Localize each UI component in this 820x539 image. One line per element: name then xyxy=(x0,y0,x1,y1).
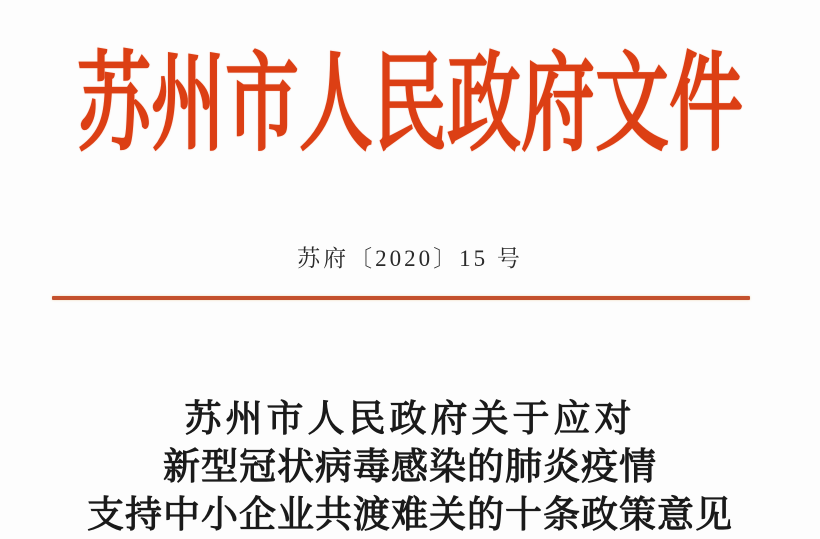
document-title-line: 支持中小企业共渡难关的十条政策意见 xyxy=(87,495,733,536)
document-title-line: 新型冠状病毒感染的肺炎疫情 xyxy=(163,447,657,488)
document-title-line: 苏州市人民政府关于应对 xyxy=(184,399,636,440)
document-header-title: 苏州市人民政府文件 xyxy=(77,46,743,166)
red-divider-rule xyxy=(52,296,750,300)
document-number: 苏府〔2020〕15 号 xyxy=(297,246,523,271)
document-title xyxy=(0,396,820,539)
